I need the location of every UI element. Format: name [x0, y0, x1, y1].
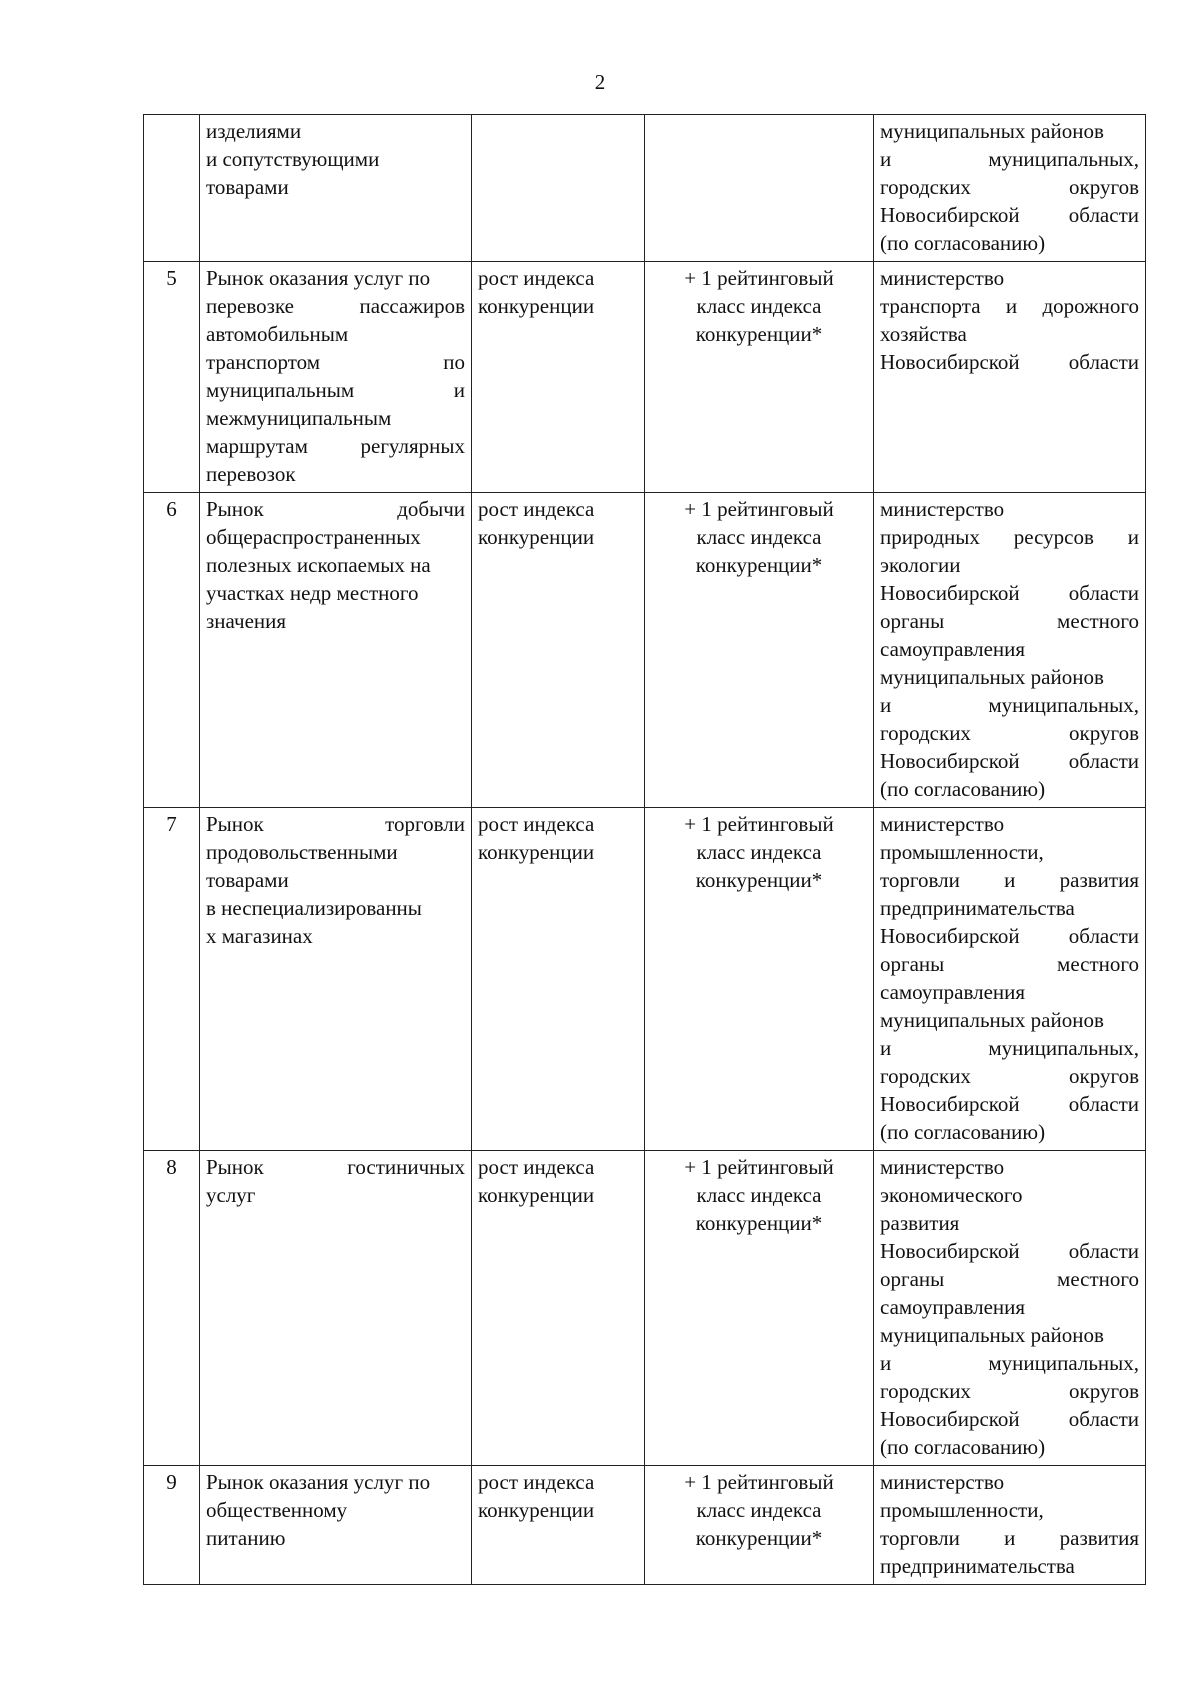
market-name-line: общераспространенных — [206, 525, 421, 549]
row-number: 8 — [166, 1155, 177, 1179]
responsible-org-line: природных ресурсов и — [880, 525, 1139, 549]
market-name-line: в неспециализированны — [206, 896, 422, 920]
responsible-org-line: экономического — [880, 1183, 1023, 1207]
responsible-org-line: развития — [880, 1211, 960, 1235]
market-name-line: услуг — [206, 1183, 256, 1207]
table-row — [144, 115, 1146, 262]
document-table — [143, 114, 1146, 1585]
target-value-line: + 1 рейтинговый — [684, 497, 834, 521]
market-name-cell — [200, 808, 472, 1151]
responsible-org-line: Новосибирской области — [880, 749, 1139, 773]
target-value-line: класс индекса — [696, 1183, 822, 1207]
target-value-cell — [645, 808, 874, 1151]
indicator-line: конкуренции — [478, 1183, 595, 1207]
responsible-org-line: органы местного — [880, 1267, 1139, 1291]
indicator-cell — [472, 115, 645, 262]
indicator-cell — [472, 1151, 645, 1466]
responsible-org-cell — [874, 1151, 1146, 1466]
responsible-org-cell — [874, 1466, 1146, 1585]
responsible-org-line: Новосибирской области — [880, 1092, 1139, 1116]
market-name-line: продовольственными — [206, 840, 398, 864]
responsible-org-line: промышленности, — [880, 840, 1044, 864]
responsible-org-line: самоуправления — [880, 1295, 1026, 1319]
indicator-line: рост индекса — [478, 1470, 595, 1494]
responsible-org-line: министерство — [880, 1470, 1005, 1494]
market-name-line: Рынок добычи — [206, 497, 465, 521]
row-number-cell — [144, 115, 200, 262]
responsible-org-line: и муниципальных, — [880, 147, 1139, 171]
responsible-org-line: городских округов — [880, 175, 1139, 199]
target-value-line: конкуренции* — [695, 868, 823, 892]
responsible-org-line: (по согласованию) — [880, 1120, 1046, 1144]
target-value-line: + 1 рейтинговый — [684, 812, 834, 836]
target-value-cell — [645, 1466, 874, 1585]
responsible-org-line: самоуправления — [880, 980, 1026, 1004]
responsible-org-line: органы местного — [880, 952, 1139, 976]
indicator-cell — [472, 493, 645, 808]
responsible-org-line: (по согласованию) — [880, 777, 1046, 801]
responsible-org-line: городских округов — [880, 721, 1139, 745]
responsible-org-line: и муниципальных, — [880, 1036, 1139, 1060]
target-value-line: + 1 рейтинговый — [684, 1155, 834, 1179]
responsible-org-line: промышленности, — [880, 1498, 1044, 1522]
market-name-line: Рынок оказания услуг по — [206, 1470, 431, 1494]
target-value-cell — [645, 115, 874, 262]
responsible-org-line: муниципальных районов — [880, 1323, 1104, 1347]
target-value-cell — [645, 493, 874, 808]
market-name-line: общественному — [206, 1498, 348, 1522]
market-name-line: Рынок торговли — [206, 812, 465, 836]
target-value-line: + 1 рейтинговый — [684, 266, 834, 290]
responsible-org-line: муниципальных районов — [880, 1008, 1104, 1032]
target-value-line: класс индекса — [696, 294, 822, 318]
responsible-org-line: Новосибирской области — [880, 203, 1139, 227]
responsible-org-line: хозяйства — [880, 322, 967, 346]
target-value-line: класс индекса — [696, 525, 822, 549]
target-value-cell — [645, 1151, 874, 1466]
indicator-line: рост индекса — [478, 266, 595, 290]
indicator-line: рост индекса — [478, 497, 595, 521]
row-number-cell — [144, 1151, 200, 1466]
responsible-org-line: министерство — [880, 1155, 1005, 1179]
responsible-org-line: торговли и развития — [880, 868, 1139, 892]
market-name-line: транспортом по — [206, 350, 465, 374]
target-value-line: конкуренции* — [695, 1526, 823, 1550]
market-name-cell — [200, 262, 472, 493]
indicator-line: конкуренции — [478, 525, 595, 549]
target-value-line: класс индекса — [696, 840, 822, 864]
target-value-cell — [645, 262, 874, 493]
row-number: 5 — [166, 266, 177, 290]
market-name-line: х магазинах — [206, 924, 313, 948]
responsible-org-cell — [874, 262, 1146, 493]
indicator-line: рост индекса — [478, 812, 595, 836]
indicator-cell — [472, 1466, 645, 1585]
target-value-line: конкуренции* — [695, 1211, 823, 1235]
responsible-org-line: торговли и развития — [880, 1526, 1139, 1550]
responsible-org-line: министерство — [880, 812, 1005, 836]
responsible-org-line: муниципальных районов — [880, 119, 1104, 143]
responsible-org-line: (по согласованию) — [880, 231, 1046, 255]
responsible-org-line: предпринимательства — [880, 1554, 1075, 1578]
market-name-line: и сопутствующими — [206, 147, 380, 171]
indicator-cell — [472, 808, 645, 1151]
target-value-line: конкуренции* — [695, 553, 823, 577]
responsible-org-line: городских округов — [880, 1379, 1139, 1403]
table-row — [144, 808, 1146, 1151]
responsible-org-line: экологии — [880, 553, 961, 577]
market-name-cell — [200, 493, 472, 808]
row-number-cell — [144, 1466, 200, 1585]
market-name-cell — [200, 115, 472, 262]
indicator-line: конкуренции — [478, 294, 595, 318]
market-name-line: межмуниципальным — [206, 406, 392, 430]
page-number: 2 — [594, 70, 606, 94]
market-name-line: товарами — [206, 175, 289, 199]
responsible-org-line: органы местного — [880, 609, 1139, 633]
table-row — [144, 1151, 1146, 1466]
market-name-line: Рынок гостиничных — [206, 1155, 465, 1179]
market-name-line: маршрутам регулярных — [206, 434, 465, 458]
responsible-org-line: Новосибирской области — [880, 581, 1139, 605]
responsible-org-line: министерство — [880, 497, 1005, 521]
row-number-cell — [144, 493, 200, 808]
responsible-org-cell — [874, 808, 1146, 1151]
responsible-org-line: и муниципальных, — [880, 693, 1139, 717]
market-name-line: участках недр местного — [206, 581, 419, 605]
indicator-cell — [472, 262, 645, 493]
responsible-org-line: Новосибирской области — [880, 924, 1139, 948]
target-value-line: конкуренции* — [695, 322, 823, 346]
row-number-cell — [144, 808, 200, 1151]
market-name-line: товарами — [206, 868, 289, 892]
market-name-cell — [200, 1151, 472, 1466]
market-name-line: питанию — [206, 1526, 286, 1550]
market-name-line: перевозок — [206, 462, 296, 486]
target-value-line: класс индекса — [696, 1498, 822, 1522]
row-number: 7 — [166, 812, 177, 836]
table-row — [144, 262, 1146, 493]
market-name-line: автомобильным — [206, 322, 349, 346]
responsible-org-line: министерство — [880, 266, 1005, 290]
responsible-org-line: муниципальных районов — [880, 665, 1104, 689]
market-name-cell — [200, 1466, 472, 1585]
responsible-org-line: транспорта и дорожного — [880, 294, 1139, 318]
responsible-org-line: и муниципальных, — [880, 1351, 1139, 1375]
table-row — [144, 493, 1146, 808]
responsible-org-line: городских округов — [880, 1064, 1139, 1088]
responsible-org-cell — [874, 115, 1146, 262]
indicator-line: конкуренции — [478, 1498, 595, 1522]
row-number: 9 — [166, 1470, 177, 1494]
market-name-line: муниципальным и — [206, 378, 465, 402]
indicator-line: рост индекса — [478, 1155, 595, 1179]
market-name-line: изделиями — [206, 119, 302, 143]
market-name-line: перевозке пассажиров — [206, 294, 465, 318]
row-number-cell — [144, 262, 200, 493]
responsible-org-line: Новосибирской области — [880, 350, 1139, 374]
market-name-line: Рынок оказания услуг по — [206, 266, 431, 290]
market-name-line: полезных ископаемых на — [206, 553, 431, 577]
responsible-org-line: Новосибирской области — [880, 1239, 1139, 1263]
indicator-line: конкуренции — [478, 840, 595, 864]
responsible-org-line: самоуправления — [880, 637, 1026, 661]
responsible-org-line: Новосибирской области — [880, 1407, 1139, 1431]
table-row — [144, 1466, 1146, 1585]
responsible-org-line: (по согласованию) — [880, 1435, 1046, 1459]
responsible-org-cell — [874, 493, 1146, 808]
market-name-line: значения — [206, 609, 287, 633]
table-body — [144, 115, 1146, 1585]
row-number: 6 — [166, 497, 177, 521]
target-value-line: + 1 рейтинговый — [684, 1470, 834, 1494]
responsible-org-line: предпринимательства — [880, 896, 1075, 920]
